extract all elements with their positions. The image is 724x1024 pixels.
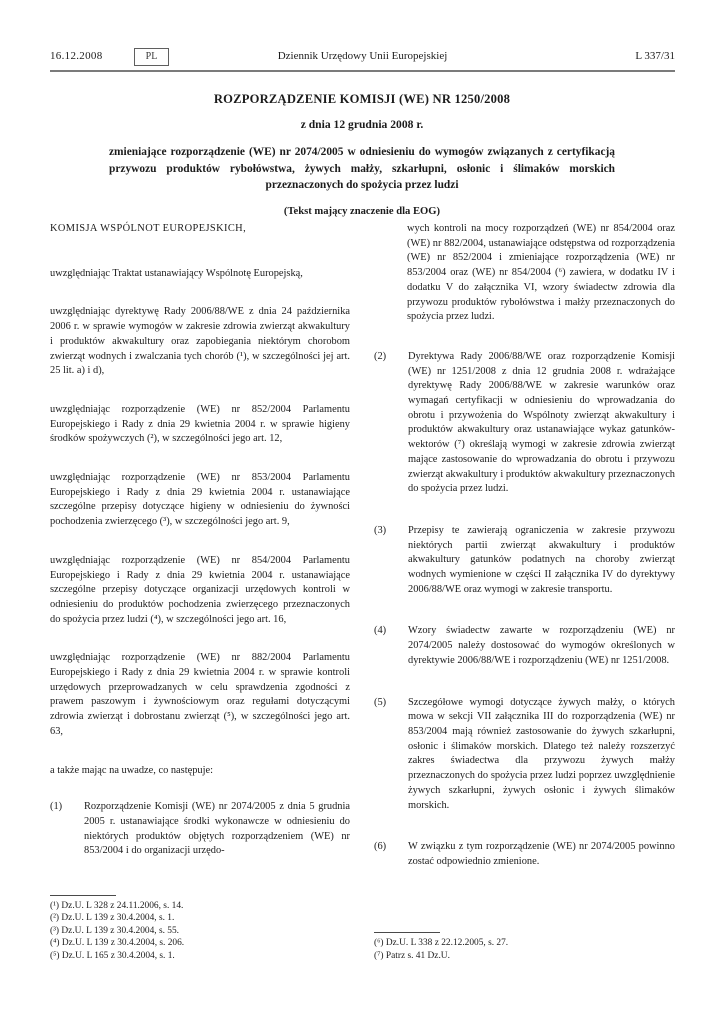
right-column <box>374 222 675 962</box>
recitals-intro: a także mając na uwadze, co następuje: <box>50 764 213 776</box>
header-rule <box>50 70 675 72</box>
citation-paragraph: uwzględniając rozporządzenie (WE) nr 854/2004 Parlamentu Europejskiego i Rady z dnia 29 kwietnia 2004 r. ustanawiające szczególne przepisy dotyczące organizacji urzędowych kontroli w odniesieniu do produktów pochodzenia zwierzęcego przeznaczonych do spożycia przez ludzi (⁴), w szczególności jego art. 16, <box>50 554 350 625</box>
recital-text: Dyrektywa Rady 2006/88/WE oraz rozporządzenie Komisji (WE) nr 1251/2008 z dnia 12 grudnia 2008 r. wdrażające dyrektywę Rady 2006/88/WE w zakresie warunków oraz wymagań certyfikacji w odniesieniu do wprowadzania do obrotu i przywożenia do Wspólnoty zwierząt akwakultury i produktów akwakultury oraz ustanawiające wykaz gatunków-wektorów (⁷) określają wymogi w zakresie zdrowia zwierząt mające zastosowanie do wprowadzania do obrotu i przywozu zwierząt akwakultury i produktów akwakultury przeznaczonych do spożycia przez ludzi. <box>408 350 675 495</box>
eea-relevance-note: (Tekst mający znaczenie dla EOG) <box>283 205 441 217</box>
recital-text: Przepisy te zawierają ograniczenia w zakresie przywozu niektórych partii zwierząt akwakultury i produktów akwakultury gatunków podatnych na choroby zwierząt wodnych wymienione w części II załącznika IV do dyrektywy 2006/88/WE oraz wymogi w zakresie transportu. <box>408 524 675 595</box>
recital-number: (3) <box>374 524 387 536</box>
regulation-subject: zmieniające rozporządzenie (WE) nr 2074/2005 w odniesieniu do wymogów związanych z certyfikacją przywozu produktów rybołówstwa, żywych małży, szkarłupni, osłonic i ślimaków morskich przeznaczonych do spożycia przez ludzi <box>109 146 615 191</box>
journal-title: Dziennik Urzędowy Unii Europejskiej <box>277 50 448 62</box>
citation-paragraph: uwzględniając rozporządzenie (WE) nr 852/2004 Parlamentu Europejskiego i Rady z dnia 29 kwietnia 2004 r. w sprawie higieny środków spożywczych (²), w szczególności jego art. 12, <box>50 403 350 445</box>
recital-number: (5) <box>374 696 387 708</box>
recital-text: Wzory świadectw zawarte w rozporządzeniu (WE) nr 2074/2005 należy dostosować do wymogów określonych w dyrektywie 2006/88/WE i rozporządzeniu (WE) nr 1251/2008. <box>408 625 675 666</box>
right-footnotes <box>374 932 675 962</box>
recital-text: Rozporządzenie Komisji (WE) nr 2074/2005 z dnia 5 grudnia 2005 r. ustanawiające środki wykonawcze w odniesieniu do niektórych produktów objętych rozporządzeniem (WE) nr 853/2004 i do organizacji urzędo- <box>84 801 350 857</box>
regulation-date: z dnia 12 grudnia 2008 r. <box>300 118 424 131</box>
regulation-title: ROZPORZĄDZENIE KOMISJI (WE) NR 1250/2008 <box>213 92 511 106</box>
recital-text: Szczegółowe wymogi dotyczące żywych małży, o których mowa w sekcji VII załącznika III do rozporządzenia (WE) nr 853/2004 mają również zastosowanie do żywych szkarłupni, osłonic i ślimaków morskich. Dlatego też należy rozszerzyć zakres świadectwa dla przywozu żywych małży przeznaczonych do spożycia przez ludzi poprzez uwzględnienie żywych szkarłupni, żywych osłonic i żywych ślimaków morskich. <box>408 696 675 811</box>
issue-date: 16.12.2008 <box>50 50 103 62</box>
footnote: (⁶) Dz.U. L 338 z 22.12.2005, s. 27. <box>374 938 509 949</box>
footnote-rule <box>50 895 116 896</box>
recital-number: (1) <box>50 801 63 813</box>
recital-2 <box>374 350 675 497</box>
recital-text: W związku z tym rozporządzenie (WE) nr 2074/2005 powinno zostać odpowiednio zmienione. <box>408 841 675 867</box>
recital-5 <box>374 696 675 814</box>
recital-6 <box>374 840 675 869</box>
left-column <box>50 222 350 962</box>
recital-1-continuation: wych kontroli na mocy rozporządzeń (WE) nr 854/2004 oraz (WE) nr 882/2004, ustanawiające odstępstwa od rozporządzenia (WE) nr 852/2004 i zmieniające rozporządzenia (WE) nr 853/2004 oraz (WE) nr 854/2004 (⁶) zawiera, w dodatku IV i dodatku V do załącznika VI, wzory świadectw zdrowia dla przywozu produktów rybołówstwa i małży przeznaczonych do spożycia przez ludzi. <box>407 223 675 323</box>
recital-number: (4) <box>374 625 387 637</box>
page-header <box>50 48 675 66</box>
footnote: (¹) Dz.U. L 328 z 24.11.2006, s. 14. <box>50 900 184 911</box>
citation-paragraph: uwzględniając rozporządzenie (WE) nr 882/2004 Parlamentu Europejskiego i Rady z dnia 29 kwietnia 2004 r. w sprawie kontroli urzędowych przeprowadzanych w celu sprawdzenia zgodności z prawem paszowym i żywnościowym oraz regułami dotyczącymi zdrowia zwierząt i dobrostanu zwierząt (⁵), w szczególności jego art. 63, <box>50 652 350 737</box>
footnote: (⁵) Dz.U. L 165 z 30.4.2004, s. 1. <box>50 950 175 961</box>
recital-number: (6) <box>374 841 387 853</box>
footnote: (²) Dz.U. L 139 z 30.4.2004, s. 1. <box>50 913 175 924</box>
citation-paragraph: uwzględniając rozporządzenie (WE) nr 853/2004 Parlamentu Europejskiego i Rady z dnia 29 kwietnia 2004 r. ustanawiające szczególne przepisy dotyczące higieny w odniesieniu do żywności pochodzenia zwierzęcego (³), w szczególności jego art. 9, <box>50 472 350 528</box>
recital-3 <box>374 524 675 598</box>
page-reference: L 337/31 <box>635 50 675 62</box>
citation-paragraph: uwzględniając Traktat ustanawiający Wspólnotę Europejską, <box>50 267 303 279</box>
title-block <box>109 92 615 217</box>
language-code: PL <box>145 51 158 62</box>
recital-number: (2) <box>374 350 387 362</box>
footnote: (⁷) Patrz s. 41 Dz.U. <box>374 950 450 961</box>
recital-1 <box>50 800 350 859</box>
footnote: (⁴) Dz.U. L 139 z 30.4.2004, s. 206. <box>50 938 185 949</box>
citation-paragraph: uwzględniając dyrektywę Rady 2006/88/WE z dnia 24 października 2006 r. w sprawie wymogów w zakresie zdrowia zwierząt akwakultury i produktów akwakultury oraz zapobiegania niektórym chorobom zwierząt wodnych i zwalczania tych chorób (¹), w szczególności jej art. 25 lit. a) i d), <box>50 306 350 377</box>
footnote: (³) Dz.U. L 139 z 30.4.2004, s. 55. <box>50 925 180 936</box>
recital-4 <box>374 624 675 668</box>
left-footnotes <box>50 895 350 962</box>
footnote-rule <box>374 932 440 933</box>
opening-formula: KOMISJA WSPÓLNOT EUROPEJSKICH, <box>50 223 247 234</box>
